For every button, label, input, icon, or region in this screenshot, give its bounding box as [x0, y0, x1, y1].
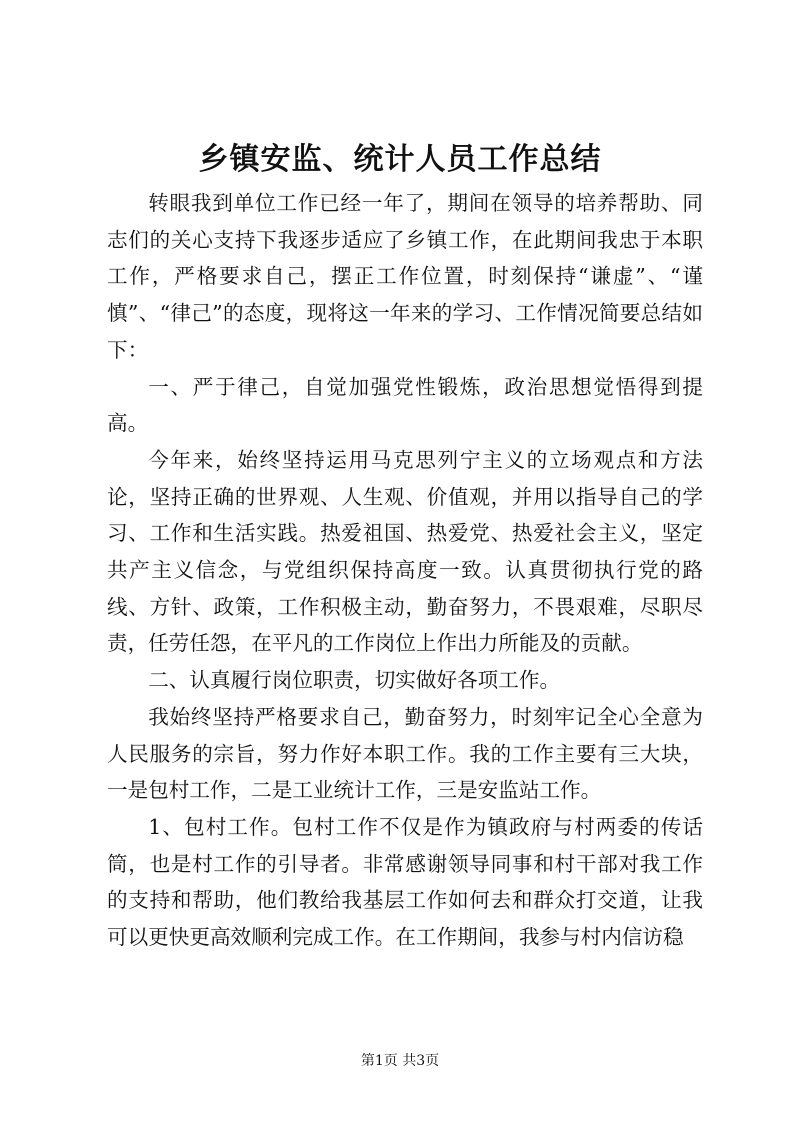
paragraph-village-work: 1、包村工作。包村工作不仅是作为镇政府与村两委的传话筒，也是村工作的引导者。非常感谢领导同事和村干部对我工作的支持和帮助，他们教给我基层工作如何去和群众打交道，让我可以更快更高效顺利完成工作。在工作期间，我参与村内信访稳 [107, 814, 703, 950]
section-heading-2: 二、认真履行岗位职责，切实做好各项工作。 [148, 668, 561, 693]
document-body [107, 185, 703, 956]
paragraph-intro: 转眼我到单位工作已经一年了，期间在领导的培养帮助、同志们的关心支持下我逐步适应了乡镇工作，在此期间我忠于本职工作，严格要求自己，摆正工作位置，时刻保持“谦虚”、“谨慎”、“律己”的态度，现将这一年来的学习、工作情况简要总结如下： [107, 191, 703, 362]
document-title: 乡镇安监、统计人员工作总结 [198, 142, 602, 177]
page-footer: 第1页 共3页 [360, 1053, 440, 1069]
paragraph-duties: 我始终坚持严格要求自己，勤奋努力，时刻牢记全心全意为人民服务的宗旨，努力作好本职工作。我的工作主要有三大块，一是包村工作，二是工业统计工作，三是安监站工作。 [107, 704, 703, 803]
paragraph-political: 今年来，始终坚持运用马克思列宁主义的立场观点和方法论，坚持正确的世界观、人生观、价值观，并用以指导自己的学习、工作和生活实践。热爱祖国、热爱党、热爱社会主义，坚定共产主义信念，与党组织保持高度一致。认真贯彻执行党的路线、方针、政策，工作积极主动，勤奋努力，不畏艰难，尽职尽责，任劳任怨，在平凡的工作岗位上作出力所能及的贡献。 [107, 447, 703, 656]
section-heading-1: 一、严于律己，自觉加强党性锻炼，政治思想觉悟得到提高。 [107, 374, 703, 436]
